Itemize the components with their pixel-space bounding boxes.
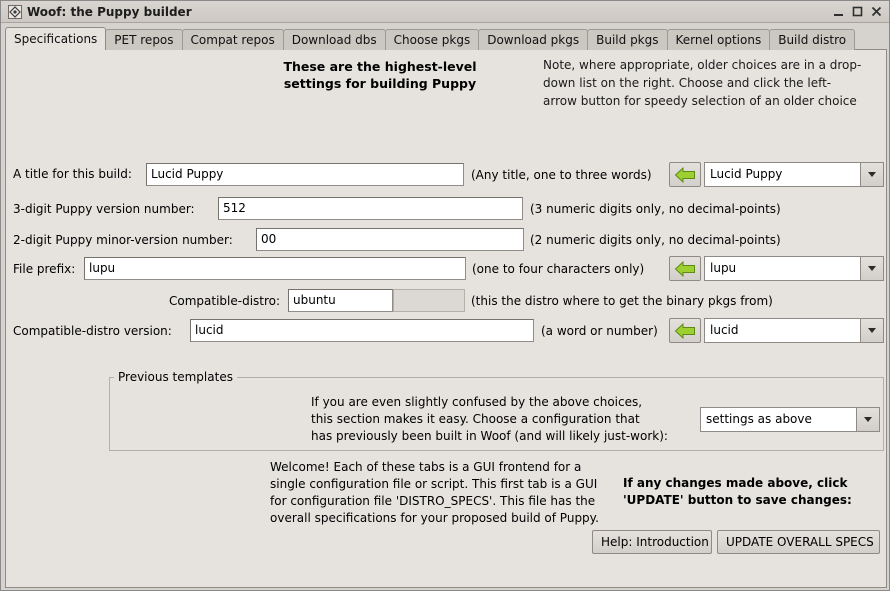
compat-distro-input[interactable]: ubuntu bbox=[288, 289, 393, 312]
tab-build-pkgs[interactable]: Build pkgs bbox=[587, 29, 667, 50]
tab-choose-pkgs[interactable]: Choose pkgs bbox=[385, 29, 480, 50]
title-copy-arrow-icon[interactable] bbox=[669, 162, 701, 187]
page-note-line2: down list on the right. Choose and click the left- bbox=[543, 76, 832, 90]
tab-specifications[interactable]: Specifications bbox=[5, 27, 106, 50]
minor-version-input[interactable]: 00 bbox=[256, 228, 524, 251]
version-input[interactable]: 512 bbox=[218, 197, 523, 220]
previous-templates-combo[interactable] bbox=[700, 407, 880, 432]
page-note-line3: arrow button for speedy selection of an older choice bbox=[543, 94, 857, 108]
version-field-label: 3-digit Puppy version number: bbox=[13, 202, 195, 216]
close-icon[interactable] bbox=[870, 5, 883, 18]
version-field-hint: (3 numeric digits only, no decimal-points) bbox=[530, 202, 781, 216]
page-heading-line1: These are the highest-level bbox=[283, 59, 477, 74]
file-prefix-field-hint: (one to four characters only) bbox=[472, 262, 645, 276]
compat-distro-version-field-hint: (a word or number) bbox=[541, 324, 658, 338]
page-note bbox=[543, 56, 883, 110]
compat-distro-version-history-combo[interactable] bbox=[704, 318, 884, 343]
previous-templates-description bbox=[311, 394, 691, 445]
title-bar bbox=[1, 1, 890, 23]
chevron-down-icon[interactable] bbox=[860, 257, 883, 280]
tab-page-specifications bbox=[5, 49, 887, 588]
previous-templates-title: Previous templates bbox=[114, 370, 237, 384]
maximize-icon[interactable] bbox=[851, 5, 864, 18]
update-hint-text bbox=[623, 475, 885, 509]
update-hint-line2: 'UPDATE' button to save changes: bbox=[623, 493, 852, 507]
welcome-text-line1: Welcome! Each of these tabs is a GUI frontend for a bbox=[270, 460, 582, 474]
title-input[interactable]: Lucid Puppy bbox=[146, 163, 464, 186]
compat-distro-version-field-label: Compatible-distro version: bbox=[13, 324, 172, 338]
welcome-text-line2: single configuration file or script. This first tab is a GUI bbox=[270, 477, 598, 491]
file-prefix-field-label: File prefix: bbox=[13, 262, 76, 276]
window-controls bbox=[832, 5, 883, 18]
tab-pet-repos[interactable]: PET repos bbox=[105, 29, 182, 50]
title-history-combo-value: Lucid Puppy bbox=[710, 167, 783, 181]
file-prefix-history-combo-value: lupu bbox=[710, 261, 737, 275]
file-prefix-input[interactable]: lupu bbox=[84, 257, 466, 280]
notebook bbox=[5, 27, 887, 588]
compat-distro-spacer bbox=[393, 289, 465, 312]
tab-compat-repos[interactable]: Compat repos bbox=[182, 29, 284, 50]
minor-version-field-hint: (2 numeric digits only, no decimal-points) bbox=[530, 233, 781, 247]
tab-download-dbs[interactable]: Download dbs bbox=[283, 29, 386, 50]
previous-templates-line2: this section makes it easy. Choose a configuration that bbox=[311, 412, 640, 426]
title-history-combo[interactable] bbox=[704, 162, 884, 187]
page-heading bbox=[220, 58, 540, 92]
help-introduction-button[interactable]: Help: Introduction bbox=[592, 530, 712, 554]
compat-distro-version-history-combo-value: lucid bbox=[710, 323, 739, 337]
previous-templates-line1: If you are even slightly confused by the above choices, bbox=[311, 395, 643, 409]
page-note-line1: Note, where appropriate, older choices are in a drop- bbox=[543, 58, 862, 72]
tab-download-pkgs[interactable]: Download pkgs bbox=[478, 29, 588, 50]
file-prefix-copy-arrow-icon[interactable] bbox=[669, 256, 701, 281]
update-hint-line1: If any changes made above, click bbox=[623, 476, 848, 490]
compat-distro-field-label: Compatible-distro: bbox=[169, 294, 281, 308]
welcome-text-line3: for configuration file 'DISTRO_SPECS'. This file has the bbox=[270, 494, 596, 508]
chevron-down-icon[interactable] bbox=[856, 408, 879, 431]
previous-templates-combo-value: settings as above bbox=[706, 412, 812, 426]
minimize-icon[interactable] bbox=[832, 5, 845, 18]
welcome-text-line4: overall specifications for your proposed build of Puppy. bbox=[270, 511, 599, 525]
compat-distro-version-input[interactable]: lucid bbox=[190, 319, 534, 342]
file-prefix-history-combo[interactable] bbox=[704, 256, 884, 281]
chevron-down-icon[interactable] bbox=[860, 163, 883, 186]
welcome-text bbox=[270, 459, 620, 527]
tab-strip bbox=[5, 27, 854, 50]
tab-build-distro[interactable]: Build distro bbox=[769, 29, 855, 50]
update-overall-specs-button[interactable]: UPDATE OVERALL SPECS bbox=[717, 530, 880, 554]
chevron-down-icon[interactable] bbox=[860, 319, 883, 342]
compat-distro-field-hint: (this the distro where to get the binary pkgs from) bbox=[471, 294, 773, 308]
compat-distro-version-copy-arrow-icon[interactable] bbox=[669, 318, 701, 343]
minor-version-field-label: 2-digit Puppy minor-version number: bbox=[13, 233, 233, 247]
app-icon bbox=[8, 5, 22, 19]
previous-templates-line3: has previously been built in Woof (and will likely just-work): bbox=[311, 429, 668, 443]
title-field-label: A title for this build: bbox=[13, 167, 132, 181]
page-heading-line2: settings for building Puppy bbox=[283, 76, 477, 91]
tab-kernel-options[interactable]: Kernel options bbox=[667, 29, 771, 50]
title-field-hint: (Any title, one to three words) bbox=[471, 168, 652, 182]
window-title: Woof: the Puppy builder bbox=[27, 4, 192, 19]
